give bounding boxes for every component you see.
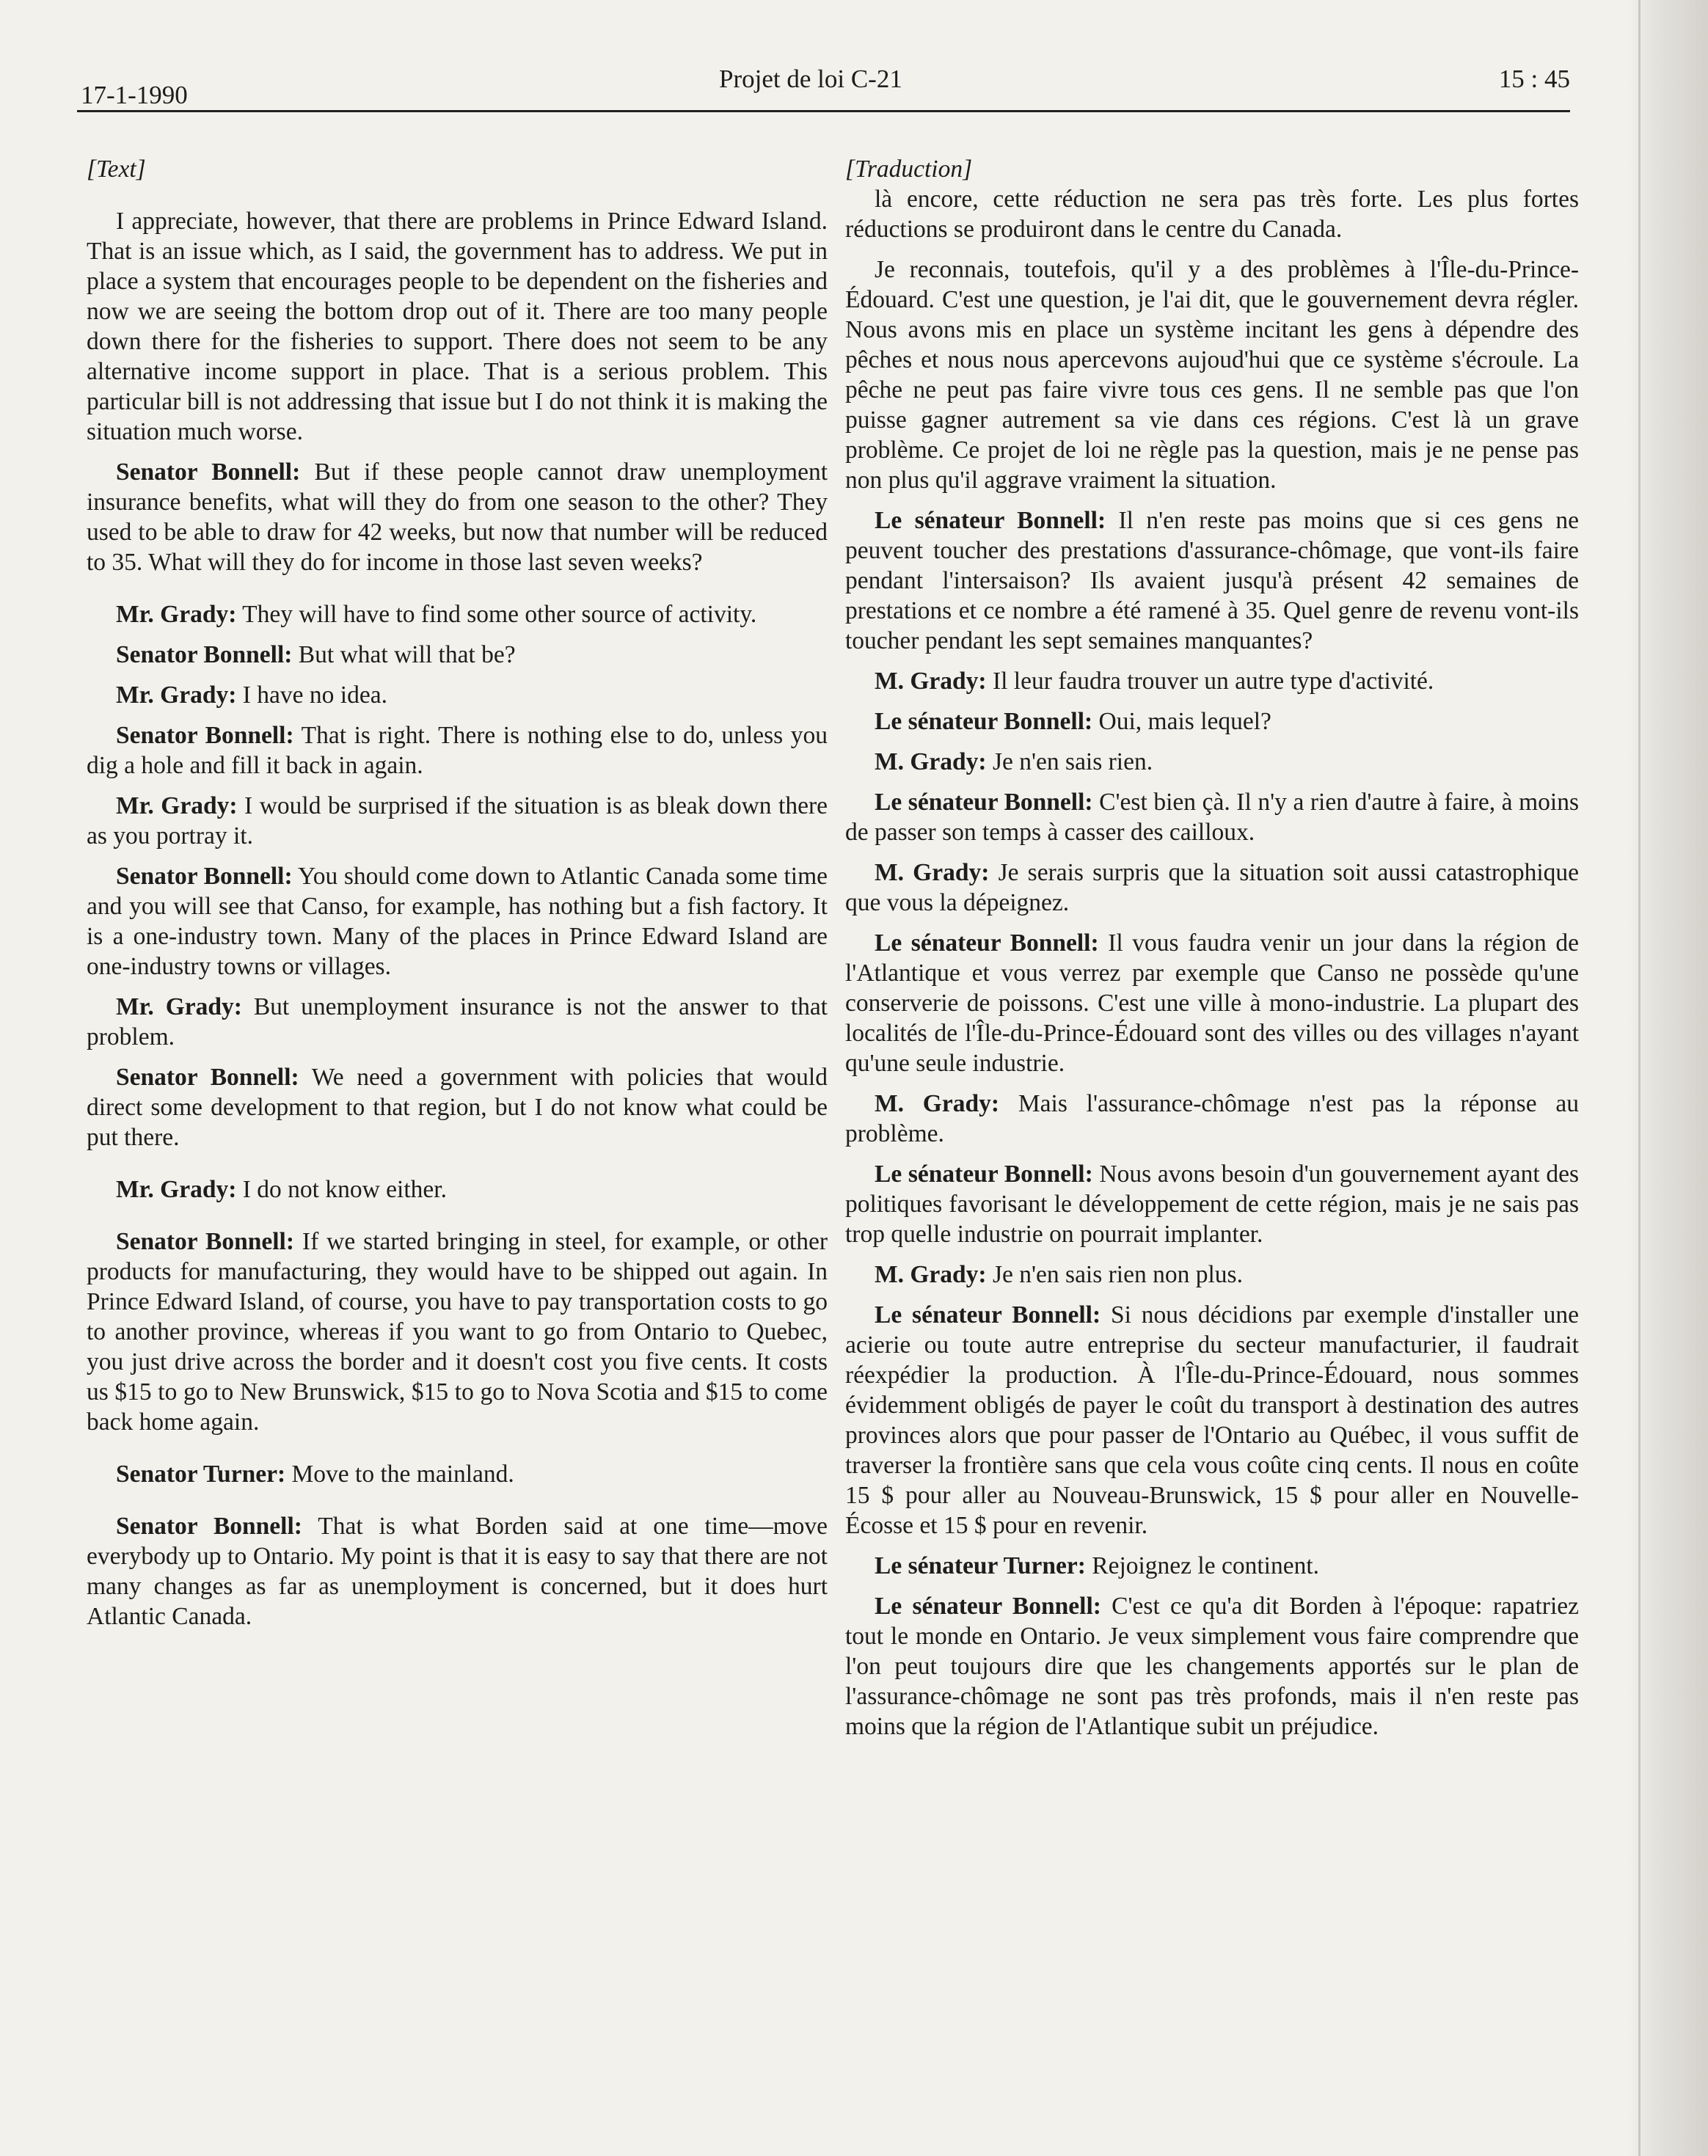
transcript-paragraph <box>845 666 1579 696</box>
transcript-paragraph <box>87 206 828 447</box>
speaker-name: M. Grady: <box>875 668 987 695</box>
transcript-paragraph <box>87 791 828 851</box>
speaker-name: Senator Bonnell: <box>116 1228 294 1255</box>
paragraph-text: I appreciate, however, that there are problems in Prince Edward Island. That is an issue which, as I said, the government has to address. We put in place a system that encourages people to be dependent on the fisheries and now we are seeing the bottom drop out of it. There are too many people down there for the fisheries to support. There does not seem to be any alternative income support in place. That is a serious problem. This particular bill is not addressing that issue but I do not think it is making the situation much worse. <box>87 208 828 445</box>
speaker-name: Le sénateur Bonnell: <box>875 1593 1101 1620</box>
speaker-name: M. Grady: <box>875 748 987 775</box>
speaker-name: Senator Bonnell: <box>116 863 293 890</box>
speaker-name: M. Grady: <box>875 1090 1000 1117</box>
transcript-paragraph <box>845 1591 1579 1742</box>
speaker-name: Mr. Grady: <box>116 993 242 1020</box>
paragraph-text: I have no idea. <box>242 681 387 709</box>
speaker-name: Senator Bonnell: <box>116 458 301 486</box>
transcript-paragraph <box>87 599 828 629</box>
french-column <box>845 154 1579 1752</box>
transcript-paragraph <box>87 1511 828 1631</box>
speaker-name: Senator Bonnell: <box>116 722 294 749</box>
transcript-paragraph <box>845 858 1579 918</box>
french-paragraphs <box>845 184 1579 1742</box>
paragraph-text: Je serais surpris que la situation soit aussi catastrophique que vous la dépeignez. <box>845 859 1580 916</box>
paragraph-text: That is right. There is nothing else to do, unless you dig a hole and fill it back in again. <box>87 722 828 779</box>
english-tag: [Text] <box>87 156 146 183</box>
transcript-paragraph <box>845 1159 1579 1249</box>
paragraph-text: Move to the mainland. <box>291 1461 514 1488</box>
speaker-name: Le sénateur Turner: <box>875 1552 1086 1579</box>
paragraph-text: But if these people cannot draw unemployment insurance benefits, what will they do from one season to the other? They used to be able to draw for 42 weeks, but now that number will be reduced to 35. What will they do for income in those last seven weeks? <box>87 458 828 576</box>
transcript-paragraph <box>845 1300 1579 1541</box>
header-rule <box>77 110 1570 112</box>
transcript-paragraph <box>87 640 828 670</box>
transcript-paragraph <box>845 1089 1579 1149</box>
transcript-paragraph <box>845 1551 1579 1581</box>
paragraph-text: If we started bringing in steel, for example, or other products for manufacturing, they would have to be shipped out again. In Prince Edward Island, of course, you have to pay transportation costs to go to another province, whereas if you want to go from Ontario to Quebec, you just drive across the border and it doesn't cost you five cents. It costs us $15 to go to New Brunswick, $15 to go to Nova Scotia and $15 to come back home again. <box>87 1228 828 1436</box>
transcript-paragraph <box>87 1459 828 1489</box>
paragraph-text: Rejoignez le continent. <box>1092 1552 1320 1579</box>
header-title: Projet de loi C-21 <box>719 65 902 93</box>
english-column <box>87 154 828 1642</box>
transcript-paragraph <box>87 992 828 1052</box>
paragraph-text: Il n'en reste pas moins que si ces gens ne peuvent toucher des prestations d'assurance-chômage, que vont-ils faire pendant l'intersaison? Ils avaient jusqu'à présent 42 semaines de prestations et ce nombre a été ramené à 35. Quel genre de revenu vont-ils toucher pendant les sept semaines manquantes? <box>845 507 1579 654</box>
paragraph-text: Il leur faudra trouver un autre type d'activité. <box>992 668 1434 695</box>
paragraph-text: Il vous faudra venir un jour dans la région de l'Atlantique et vous verrez par exemple que Canso ne possède qu'une conserverie de poissons. C'est une ville à mono-industrie. La plupart des localités de l'Île-du-Prince-Édouard sont des villes ou des villages n'ayant qu'une seule industrie. <box>845 929 1580 1077</box>
transcript-paragraph <box>87 1227 828 1437</box>
speaker-name: Senator Bonnell: <box>116 641 293 668</box>
speaker-name: Mr. Grady: <box>116 601 237 628</box>
paragraph-text: C'est ce qu'a dit Borden à l'époque: rapatriez tout le monde en Ontario. Je veux simplement vous faire comprendre que l'on peut toujours dire que les changements apportés sur le plan de l'assurance-chômage ne sont pas très profonds, mais il n'en reste pas moins que la région de l'Atlantique subit un préjudice. <box>845 1593 1579 1740</box>
transcript-paragraph <box>87 1174 828 1205</box>
paragraph-text: You should come down to Atlantic Canada some time and you will see that Canso, for example, has nothing but a fish factory. It is a one-industry town. Many of the places in Prince Edward Island are one-industry towns or villages. <box>87 863 828 980</box>
paragraph-text: That is what Borden said at one time—move everybody up to Ontario. My point is that it is easy to say that there are not many changes as far as unemployment is concerned, but it does hurt Atlantic Canada. <box>87 1513 828 1630</box>
transcript-paragraph <box>87 680 828 710</box>
paragraph-text: Je n'en sais rien. <box>992 748 1153 775</box>
paragraph-text: Je reconnais, toutefois, qu'il y a des problèmes à l'Île-du-Prince-Édouard. C'est une question, je l'ai dit, que le gouvernement devra régler. Nous avons mis en place un système incitant les gens à dépendre des pêches et nous nous apercevons aujoud'hui que ce système s'écroule. La pêche ne peut pas faire vivre tous ces gens. Il ne semble pas que l'on puisse gagner autrement sa vie dans ces régions. C'est là un grave problème. Ce projet de loi ne règle pas la question, mais je ne pense pas non plus qu'il aggrave vraiment la situation. <box>845 256 1579 494</box>
paragraph-text: Oui, mais lequel? <box>1098 708 1271 735</box>
paragraph-text: C'est bien çà. Il n'y a rien d'autre à faire, à moins de passer son temps à casser des cailloux. <box>845 789 1579 846</box>
paragraph-text: Je n'en sais rien non plus. <box>992 1261 1243 1288</box>
transcript-paragraph <box>845 255 1579 495</box>
speaker-name: Le sénateur Bonnell: <box>875 708 1093 735</box>
paragraph-text: Si nous décidions par exemple d'installer une acierie ou toute autre entreprise du secteur manufacturier, il faudrait réexpédier la production. À l'Île-du-Prince-Édouard, nous sommes évidemment obligés de payer le coût du transport à destination des autres provinces alors que pour passer de l'Ontario au Québec, il vous suffit de traverser la frontière sans que cela vous coûte cinq cents. Il nous en coûte 15 $ pour aller au Nouveau-Brunswick, 15 $ pour aller en Nouvelle-Écosse et 15 $ pour en revenir. <box>845 1301 1580 1539</box>
transcript-paragraph <box>845 706 1579 737</box>
speaker-name: Senator Bonnell: <box>116 1513 302 1540</box>
transcript-paragraph <box>845 928 1579 1078</box>
transcript-paragraph <box>845 787 1579 847</box>
transcript-paragraph <box>845 184 1579 244</box>
speaker-name: Le sénateur Bonnell: <box>875 1301 1101 1329</box>
paragraph-text: But what will that be? <box>298 641 516 668</box>
page-header <box>81 65 1570 116</box>
transcript-paragraph <box>87 861 828 982</box>
transcript-paragraph <box>845 505 1579 656</box>
french-tag: [Traduction] <box>845 156 973 183</box>
paragraph-text: They will have to find some other source of activity. <box>242 601 757 628</box>
transcript-paragraph <box>87 720 828 781</box>
speaker-name: Senator Bonnell: <box>116 1064 299 1091</box>
page-edge-line <box>1638 0 1641 2156</box>
speaker-name: Mr. Grady: <box>116 1176 237 1203</box>
speaker-name: Mr. Grady: <box>116 681 237 709</box>
transcript-paragraph <box>87 457 828 577</box>
speaker-name: Senator Turner: <box>116 1461 286 1488</box>
transcript-paragraph <box>845 747 1579 777</box>
speaker-name: M. Grady: <box>875 859 990 886</box>
paragraph-text: I would be surprised if the situation is as bleak down there as you portray it. <box>87 792 828 849</box>
speaker-name: Le sénateur Bonnell: <box>875 929 1099 957</box>
header-date: 17-1-1990 <box>81 81 188 109</box>
paragraph-text: We need a government with policies that would direct some development to that region, but I do not know what could be put there. <box>87 1064 828 1151</box>
paragraph-text: là encore, cette réduction ne sera pas très forte. Les plus fortes réductions se produiront dans le centre du Canada. <box>845 186 1579 243</box>
speaker-name: Mr. Grady: <box>116 792 238 819</box>
header-page-number: 15 : 45 <box>1498 65 1570 93</box>
paragraph-text: Nous avons besoin d'un gouvernement ayant des politiques favorisant le développement de cette région, mais je ne sais pas trop quelle industrie on pourrait implanter. <box>845 1161 1580 1248</box>
paragraph-text: I do not know either. <box>242 1176 447 1203</box>
transcript-paragraph <box>87 1062 828 1152</box>
paragraph-text: Mais l'assurance-chômage n'est pas la réponse au problème. <box>845 1090 1580 1147</box>
speaker-name: Le sénateur Bonnell: <box>875 789 1093 816</box>
speaker-name: Le sénateur Bonnell: <box>875 507 1106 534</box>
paragraph-text: But unemployment insurance is not the answer to that problem. <box>87 993 828 1050</box>
speaker-name: M. Grady: <box>875 1261 987 1288</box>
speaker-name: Le sénateur Bonnell: <box>875 1161 1093 1188</box>
transcript-paragraph <box>845 1260 1579 1290</box>
english-paragraphs <box>87 206 828 1631</box>
